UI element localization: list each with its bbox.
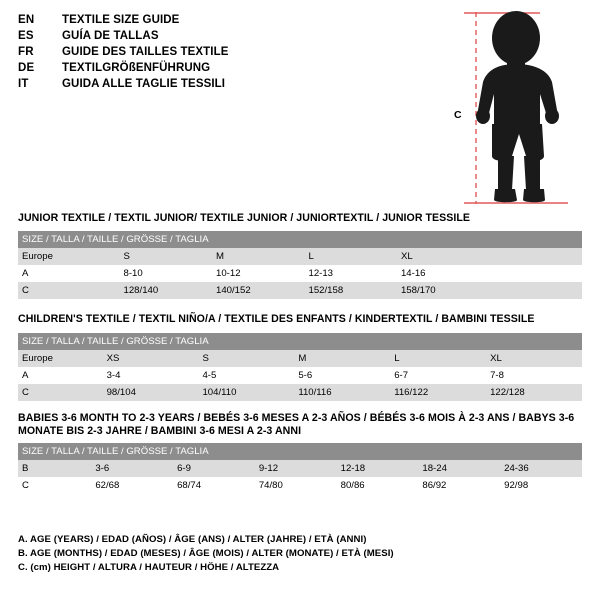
row-label: B [18,460,91,477]
row-label: A [18,367,103,384]
measure-label-c: C [454,109,462,121]
table-row [18,265,582,282]
cell: 6-7 [390,367,486,384]
cell: 158/170 [397,282,489,299]
row-label: Europe [18,350,103,367]
child-silhouette-icon [440,6,595,211]
cell: 7-8 [486,367,582,384]
section-title-babies: BABIES 3-6 MONTH TO 2-3 YEARS / BEBÉS 3-6 MESES A 2-3 AÑOS / BÉBÉS 3-6 MOIS À 2-3 ANS / BABYS 3-6 MONATE BIS 2-3 JAHRE / BAMBINI 3-6 MESI A 2-3 ANNI [18,411,575,437]
cell: 86/92 [418,477,500,494]
cell: 92/98 [500,477,582,494]
child-figure-diagram [440,6,595,211]
language-row [18,14,438,26]
language-row [18,78,438,90]
cell [489,282,582,299]
table-header-label: SIZE / TALLA / TAILLE / GRÖSSE / TAGLIA [18,333,582,350]
table-row [18,367,582,384]
cell: 3-6 [91,460,173,477]
table-header-row [18,333,582,350]
cell: XL [397,248,489,265]
row-label: C [18,477,91,494]
language-row [18,30,438,42]
language-code: DE [18,62,35,75]
table-row [18,477,582,494]
section-title-junior: JUNIOR TEXTILE / TEXTIL JUNIOR/ TEXTILE JUNIOR / JUNIORTEXTIL / JUNIOR TESSILE [18,212,471,224]
language-title: TEXTILGRÖßENFÜHRUNG [62,62,211,75]
cell [489,248,582,265]
language-title: TEXTILE SIZE GUIDE [62,14,180,26]
junior-size-table [18,231,582,299]
language-code: EN [18,14,35,26]
cell: M [212,248,304,265]
cell: 12-13 [304,265,396,282]
table-row [18,248,582,265]
footnote-c: C. (cm) HEIGHT / ALTURA / HAUTEUR / HÖHE / ALTEZZA [18,561,280,573]
cell: 104/110 [198,384,294,401]
row-label: A [18,265,120,282]
section-spacer [18,299,582,313]
cell: 74/80 [255,477,337,494]
language-code: IT [18,78,29,91]
language-row [18,62,438,74]
cell: 152/158 [304,282,396,299]
cell: 9-12 [255,460,337,477]
language-code: FR [18,46,34,59]
row-label: C [18,384,103,401]
table-header-label: SIZE / TALLA / TAILLE / GRÖSSE / TAGLIA [18,231,582,248]
children-size-table [18,333,582,401]
cell: 24-36 [500,460,582,477]
cell: 80/86 [337,477,419,494]
cell: 12-18 [337,460,419,477]
section-title-children: CHILDREN'S TEXTILE / TEXTIL NIÑO/A / TEXTILE DES ENFANTS / KINDERTEXTIL / BAMBINI TESSILE [18,313,535,326]
cell: 140/152 [212,282,304,299]
table-header-row [18,443,582,460]
cell: 116/122 [390,384,486,401]
cell: L [304,248,396,265]
table-header-label: SIZE / TALLA / TAILLE / GRÖSSE / TAGLIA [18,443,582,460]
language-title-block [18,14,438,94]
cell: 18-24 [418,460,500,477]
cell: 5-6 [294,367,390,384]
table-header-row [18,231,582,248]
language-title: GUÍA DE TALLAS [62,30,159,43]
language-code: ES [18,30,34,43]
footnote-block [18,533,578,575]
size-tables [18,212,582,494]
cell: 122/128 [486,384,582,401]
footnote-b: B. AGE (MONTHS) / EDAD (MESES) / ÂGE (MOIS) / ALTER (MONATE) / ETÀ (MESI) [18,547,394,559]
cell: XS [103,350,199,367]
cell [489,265,582,282]
cell: S [198,350,294,367]
cell: 62/68 [91,477,173,494]
footnote-a: A. AGE (YEARS) / EDAD (AÑOS) / ÂGE (ANS) / ALTER (JAHRE) / ETÀ (ANNI) [18,534,367,545]
table-row [18,282,582,299]
cell: 3-4 [103,367,199,384]
table-row [18,384,582,401]
cell: 110/116 [294,384,390,401]
cell: 10-12 [212,265,304,282]
row-label: Europe [18,248,120,265]
language-row [18,46,438,58]
cell: L [390,350,486,367]
cell: M [294,350,390,367]
cell: XL [486,350,582,367]
cell: 98/104 [103,384,199,401]
babies-size-table [18,443,582,494]
cell: 4-5 [198,367,294,384]
toddler-body-shape [476,11,559,202]
section-spacer [18,401,582,412]
cell: 68/74 [173,477,255,494]
language-title: GUIDE DES TAILLES TEXTILE [62,46,229,59]
language-title: GUIDA ALLE TAGLIE TESSILI [62,78,226,91]
cell: 14-16 [397,265,489,282]
cell: 6-9 [173,460,255,477]
row-label: C [18,282,120,299]
cell: S [120,248,212,265]
cell: 8-10 [120,265,212,282]
cell: 128/140 [120,282,212,299]
table-row [18,350,582,367]
table-row [18,460,582,477]
